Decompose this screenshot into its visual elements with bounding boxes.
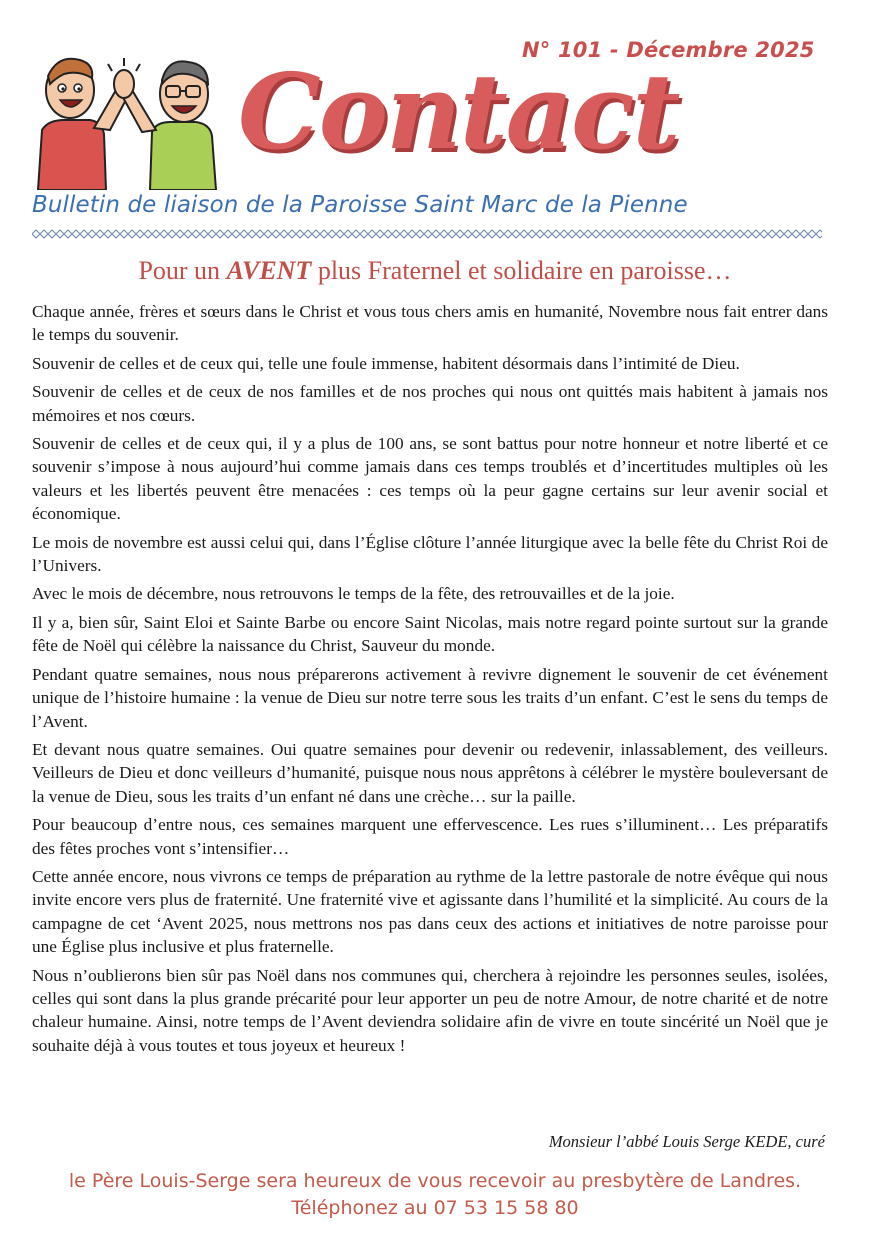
paragraph: Pour beaucoup d’entre nous, ces semaines marquent une effervescence. Les rues s’illuminent… Les préparatifs des fêtes proches vont s’intensifier… xyxy=(32,815,828,858)
headline-accent: AVENT xyxy=(226,256,312,285)
headline-part-1: Pour un xyxy=(138,256,227,285)
headline-part-2: plus Fraternel et solidaire en paroisse… xyxy=(311,256,732,285)
bulletin-subtitle: Bulletin de liaison de la Paroisse Saint Marc de la Pienne xyxy=(32,192,688,218)
masthead-title: Contact xyxy=(238,50,679,173)
paragraph: Nous n’oublierons bien sûr pas Noël dans nos communes qui, cherchera à rejoindre les personnes seules, isolées, celles qui sont dans la plus grande précarité pour leur apporter un peu de notre Amour, de notre charité et de notre chaleur humaine. Ainsi, notre temps de l’Avent deviendra solidaire afin de vivre en toute sincérité un Noël que je souhaite déjà à vous toutes et tous joyeux et heureux ! xyxy=(32,965,828,1055)
footer-line-1: le Père Louis-Serge sera heureux de vous recevoir au presbytère de Landres. xyxy=(68,1170,802,1192)
signature: Monsieur l’abbé Louis Serge KEDE, curé xyxy=(548,1132,825,1151)
left-person-body xyxy=(38,120,106,190)
paragraph: Pendant quatre semaines, nous nous préparerons activement à revivre dignement le souvenir de cet événement unique de l’histoire humaine : la venue de Dieu sur notre terre sous les traits d’un enfant. C’est le sens du temps de l’Avent. xyxy=(32,664,828,731)
paragraph: Et devant nous quatre semaines. Oui quatre semaines pour devenir ou redevenir, inlassablement, des veilleurs. Veilleurs de Dieu et donc veilleurs d’humanité, puisque nous nous apprêtons à célébrer le mystère bouleversant de la venue de Dieu, sous les traits d’un enfant né dans une crèche… sur la paille. xyxy=(32,739,828,806)
paragraph: Le mois de novembre est aussi celui qui, dans l’Église clôture l’année liturgique avec la belle fête du Christ Roi de l’Univers. xyxy=(32,532,828,576)
footer-phone: Téléphonez au 07 53 15 58 80 xyxy=(291,1197,579,1219)
paragraph: Il y a, bien sûr, Saint Eloi et Sainte Barbe ou encore Saint Nicolas, mais notre regard pointe surtout sur la grande fête de Noël qui célèbre la naissance du Christ, Sauveur du monde. xyxy=(32,612,828,656)
paragraph: Souvenir de celles et de ceux qui, il y a plus de 100 ans, se sont battus pour notre honneur et notre liberté et ce souvenir s’impose à nous aujourd’hui comme jamais dans ces temps troublés et d’incertitudes multiples où les valeurs et les libertés peuvent être menacées : ces temps où la peur gagne certains sur leur avenir social et économique. xyxy=(32,434,828,524)
article-body xyxy=(32,300,828,1062)
issue-number: N° 101 - Décembre 2025 xyxy=(522,38,815,62)
article-headline xyxy=(0,256,870,286)
paragraph: Souvenir de celles et de ceux de nos familles et de nos proches qui nous ont quittés mais habitent à jamais nos mémoires et nos cœurs. xyxy=(32,382,828,425)
footer-contact xyxy=(0,1168,870,1222)
ornamental-divider xyxy=(32,229,822,239)
two-friends-illustration xyxy=(28,50,228,190)
paragraph: Cette année encore, nous vivrons ce temps de préparation au rythme de la lettre pastorale de notre évêque qui nous invite encore vers plus de fraternité. Une fraternité vive et agissante dans l’humilité et la simplicité. Au cours de la campagne de cet ‘Avent 2025, nous mettrons nos pas dans ceux des actions et initiatives de notre paroisse pour une Église plus inclusive et plus fraternelle. xyxy=(32,866,828,957)
paragraph: Chaque année, frères et sœurs dans le Christ et vous tous chers amis en humanité, Novembre nous fait entrer dans le temps du souvenir. xyxy=(32,302,828,345)
paragraph: Souvenir de celles et de ceux qui, telle une foule immense, habitent désormais dans l’intimité de Dieu. xyxy=(32,353,740,373)
paragraph: Avec le mois de décembre, nous retrouvons le temps de la fête, des retrouvailles et de la joie. xyxy=(32,584,675,604)
right-person-body xyxy=(150,122,216,190)
